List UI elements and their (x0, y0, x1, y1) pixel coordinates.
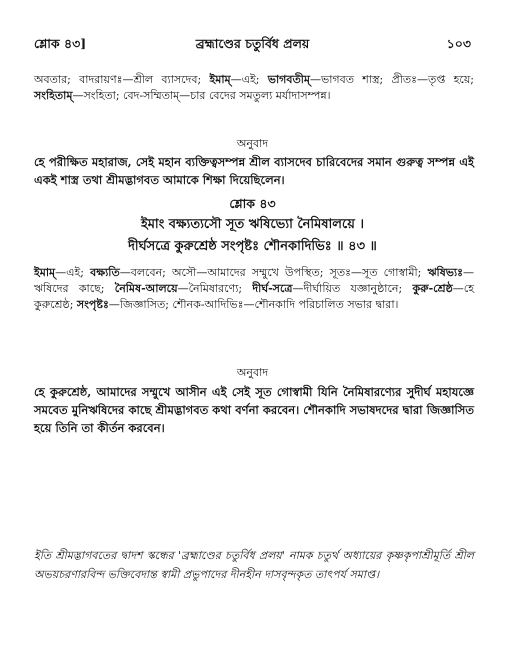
synonym-text: —বলবেন; অসৌ—আমাদের সম্মুখে উপস্থিত; সূতঃ—সূত গোস্বামী; (119, 266, 428, 279)
synonym-text: —ঋষিদের কাছে; (34, 266, 475, 295)
synonym-term: সংপৃষ্টঃ (76, 298, 109, 311)
page-number: ১০৩ (446, 36, 471, 51)
chapter-closing-note: ইতি শ্রীমদ্ভাগবতের দ্বাদশ স্কন্ধের 'ব্রহ্মাণ্ডের চতুর্বিধ প্রলয়' নামক চতুর্থ অধ্যায়ের কৃষ্ণকৃপাশ্রীমূর্তি শ্রীল অভয়চরণারবিন্দ ভক্তিবেদান্ত স্বামী প্রভুপাদের দীনহীন দাসবৃন্দকৃত তাৎপর্য সমাপ্ত। (34, 549, 474, 581)
synonym-text: —হে কুরুশ্রেষ্ঠ; (34, 282, 475, 311)
translation-paragraph: হে কুরুশ্রেষ্ঠ, আমাদের সম্মুখে আসীন এই সেই সূত গোস্বামী যিনি নৈমিষারণ্যের সুদীর্ঘ মহাযজ্ঞে সমবেত মুনিঋষিদের কাছে শ্রীমদ্ভাগবত কথা বর্ণনা করবেন। শৌনকাদি সভাষদদের দ্বারা জিজ্ঞাসিত হয়ে তিনি তা কীর্তন করবেন। (34, 385, 474, 435)
verse-line-1: ইমাং বক্ষ্যত্যসৌ সূত ঋষিভ্যো নৈমিষালয়ে । (140, 217, 365, 232)
synonym-term: ভাগবতীম্ (267, 73, 310, 86)
page-header (34, 36, 471, 56)
synonyms-continued (34, 72, 474, 104)
synonym-term: নৈমিষ-আলয়ে (114, 282, 178, 295)
synonym-text: —সংহিতা; বেদ-সম্মিতাম্—চার বেদের সমতুল্য মর্যাদাসম্পন্ন। (72, 89, 331, 102)
synonym-term: সংহিতাম্ (34, 89, 73, 102)
synonym-text: —নৈমিষারণ্যে; (177, 282, 253, 295)
synonym-text: —এই; (55, 266, 91, 279)
synonym-term: কুরু-শ্রেষ্ঠ (412, 282, 453, 295)
synonym-term: বক্ষ্যতি (90, 266, 120, 279)
verse-line-2: দীর্ঘসত্রে কুরুশ্রেষ্ঠ সংপৃষ্টঃ শৌনকাদিভিঃ ॥ ৪৩ ॥ (128, 239, 377, 254)
synonym-text: —জিজ্ঞাসিত; শৌনক-আদিভিঃ—শৌনকাদি পরিচালিত সভার দ্বারা। (108, 298, 399, 311)
synonym-text: অবতার; বাদরায়ণঃ—শ্রীল ব্যাসদেব; (34, 73, 210, 86)
translation-paragraph: হে পরীক্ষিত মহারাজ, সেই মহান ব্যক্তিত্বসম্পন্ন শ্রীল ব্যাসদেব চারিবেদের সমান গুরুত্ব সম্পন্ন এই একই শাস্ত্র তথা শ্রীমদ্ভাগবত আমাকে শিক্ষা দিয়েছিলেন। (34, 155, 474, 187)
header-verse-ref: শ্লোক ৪৩] (34, 36, 87, 51)
verse-number-title: শ্লোক ৪৩ (229, 196, 276, 211)
translation-heading: অনুবাদ (236, 366, 269, 379)
synonym-text: —দীর্ঘায়িত যজ্ঞানুষ্ঠানে; (292, 282, 413, 295)
synonym-term: ইমাম্ (34, 266, 56, 279)
synonym-text: —এই; (230, 73, 268, 86)
synonym-term: ঋষিভ্যঃ (427, 266, 464, 279)
synonyms-verse-43 (34, 265, 474, 313)
translation-heading: অনুবাদ (236, 137, 269, 150)
synonym-term: দীর্ঘ-সত্রে (252, 282, 293, 295)
synonym-text: —ভাগবত শাস্ত্র; প্রীতঃ—তৃপ্ত হয়ে; (310, 73, 474, 86)
header-chapter-title: ব্রহ্মাণ্ডের চতুর্বিধ প্রলয় (195, 36, 310, 51)
synonym-term: ইমাম্ (209, 73, 231, 86)
